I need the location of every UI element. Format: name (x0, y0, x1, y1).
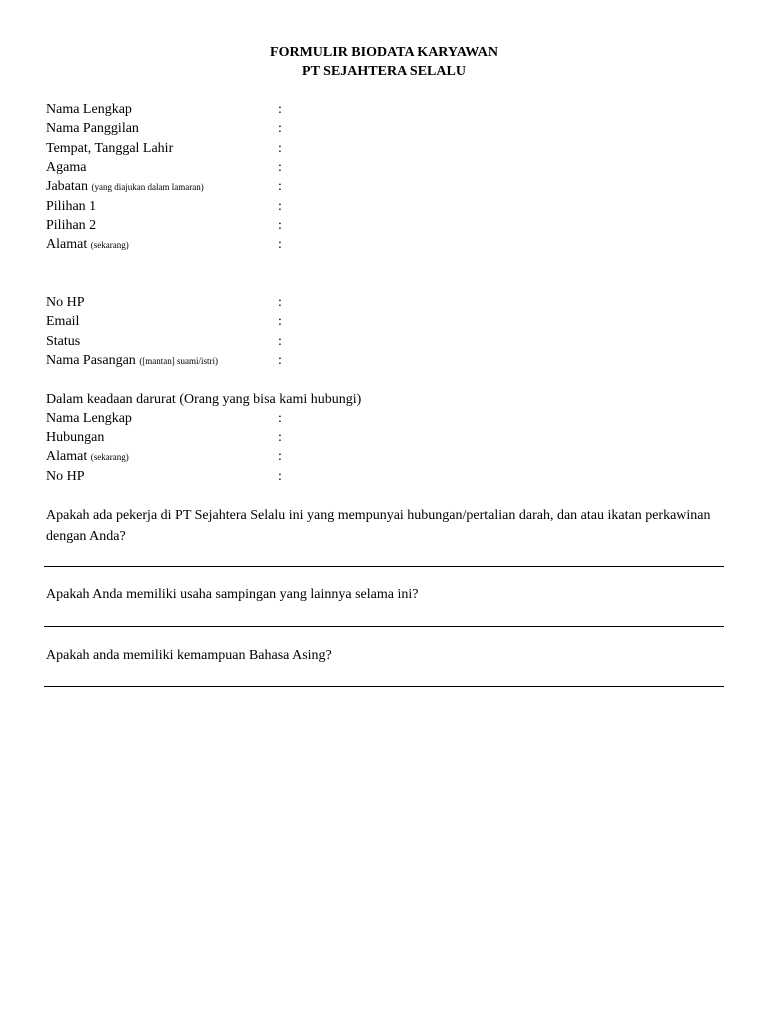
field-colon: : (278, 430, 282, 445)
field-colon: : (278, 218, 282, 233)
company-name: PT SEJAHTERA SELALU (302, 64, 466, 79)
field-label (46, 177, 204, 197)
field-label: No HP (46, 295, 85, 310)
field-label-text: Alamat (46, 237, 88, 252)
field-colon: : (278, 102, 282, 117)
field-colon: : (278, 160, 282, 175)
field-note: (yang diajukan dalam lamaran) (91, 182, 204, 192)
field-label: Nama Lengkap (46, 411, 132, 426)
field-note: ([mantan] suami/istri) (139, 356, 219, 366)
field-colon: : (278, 237, 282, 252)
field-colon: : (278, 295, 282, 310)
answer-line-1 (44, 566, 724, 567)
field-colon: : (278, 314, 282, 329)
field-label (46, 447, 129, 467)
field-colon: : (278, 179, 282, 194)
field-colon: : (278, 353, 282, 368)
field-label (46, 235, 129, 255)
field-label: No HP (46, 469, 85, 484)
field-colon: : (278, 141, 282, 156)
question-side-business: Apakah Anda memiliki usaha sampingan yang lainnya selama ini? (46, 587, 419, 602)
field-label: Pilihan 1 (46, 199, 97, 214)
form-title: FORMULIR BIODATA KARYAWAN (270, 45, 498, 60)
section-heading: Dalam keadaan darurat (Orang yang bisa kami hubungi) (46, 392, 362, 407)
field-label: Email (46, 314, 80, 329)
field-colon: : (278, 199, 282, 214)
field-colon: : (278, 334, 282, 349)
field-label: Nama Lengkap (46, 102, 132, 117)
field-colon: : (278, 449, 282, 464)
answer-line-3 (44, 686, 724, 687)
field-label-text: Jabatan (46, 179, 88, 194)
field-label: Status (46, 334, 81, 349)
field-label: Nama Panggilan (46, 121, 139, 136)
question-foreign-language: Apakah anda memiliki kemampuan Bahasa Asing? (46, 648, 332, 663)
field-note: (sekarang) (90, 240, 129, 250)
field-label: Hubungan (46, 430, 105, 445)
field-colon: : (278, 469, 282, 484)
field-note: (sekarang) (90, 452, 129, 462)
question-relation: Apakah ada pekerja di PT Sejahtera Selalu ini yang mempunyai hubungan/pertalian darah, dan atau ikatan perkawinan dengan Anda? (46, 508, 711, 544)
field-colon: : (278, 411, 282, 426)
field-label (46, 351, 218, 371)
field-label: Tempat, Tanggal Lahir (46, 141, 174, 156)
field-label: Pilihan 2 (46, 218, 97, 233)
field-label: Agama (46, 160, 87, 175)
field-colon: : (278, 121, 282, 136)
field-label-text: Alamat (46, 449, 88, 464)
field-label-text: Nama Pasangan (46, 353, 136, 368)
answer-line-2 (44, 626, 724, 627)
